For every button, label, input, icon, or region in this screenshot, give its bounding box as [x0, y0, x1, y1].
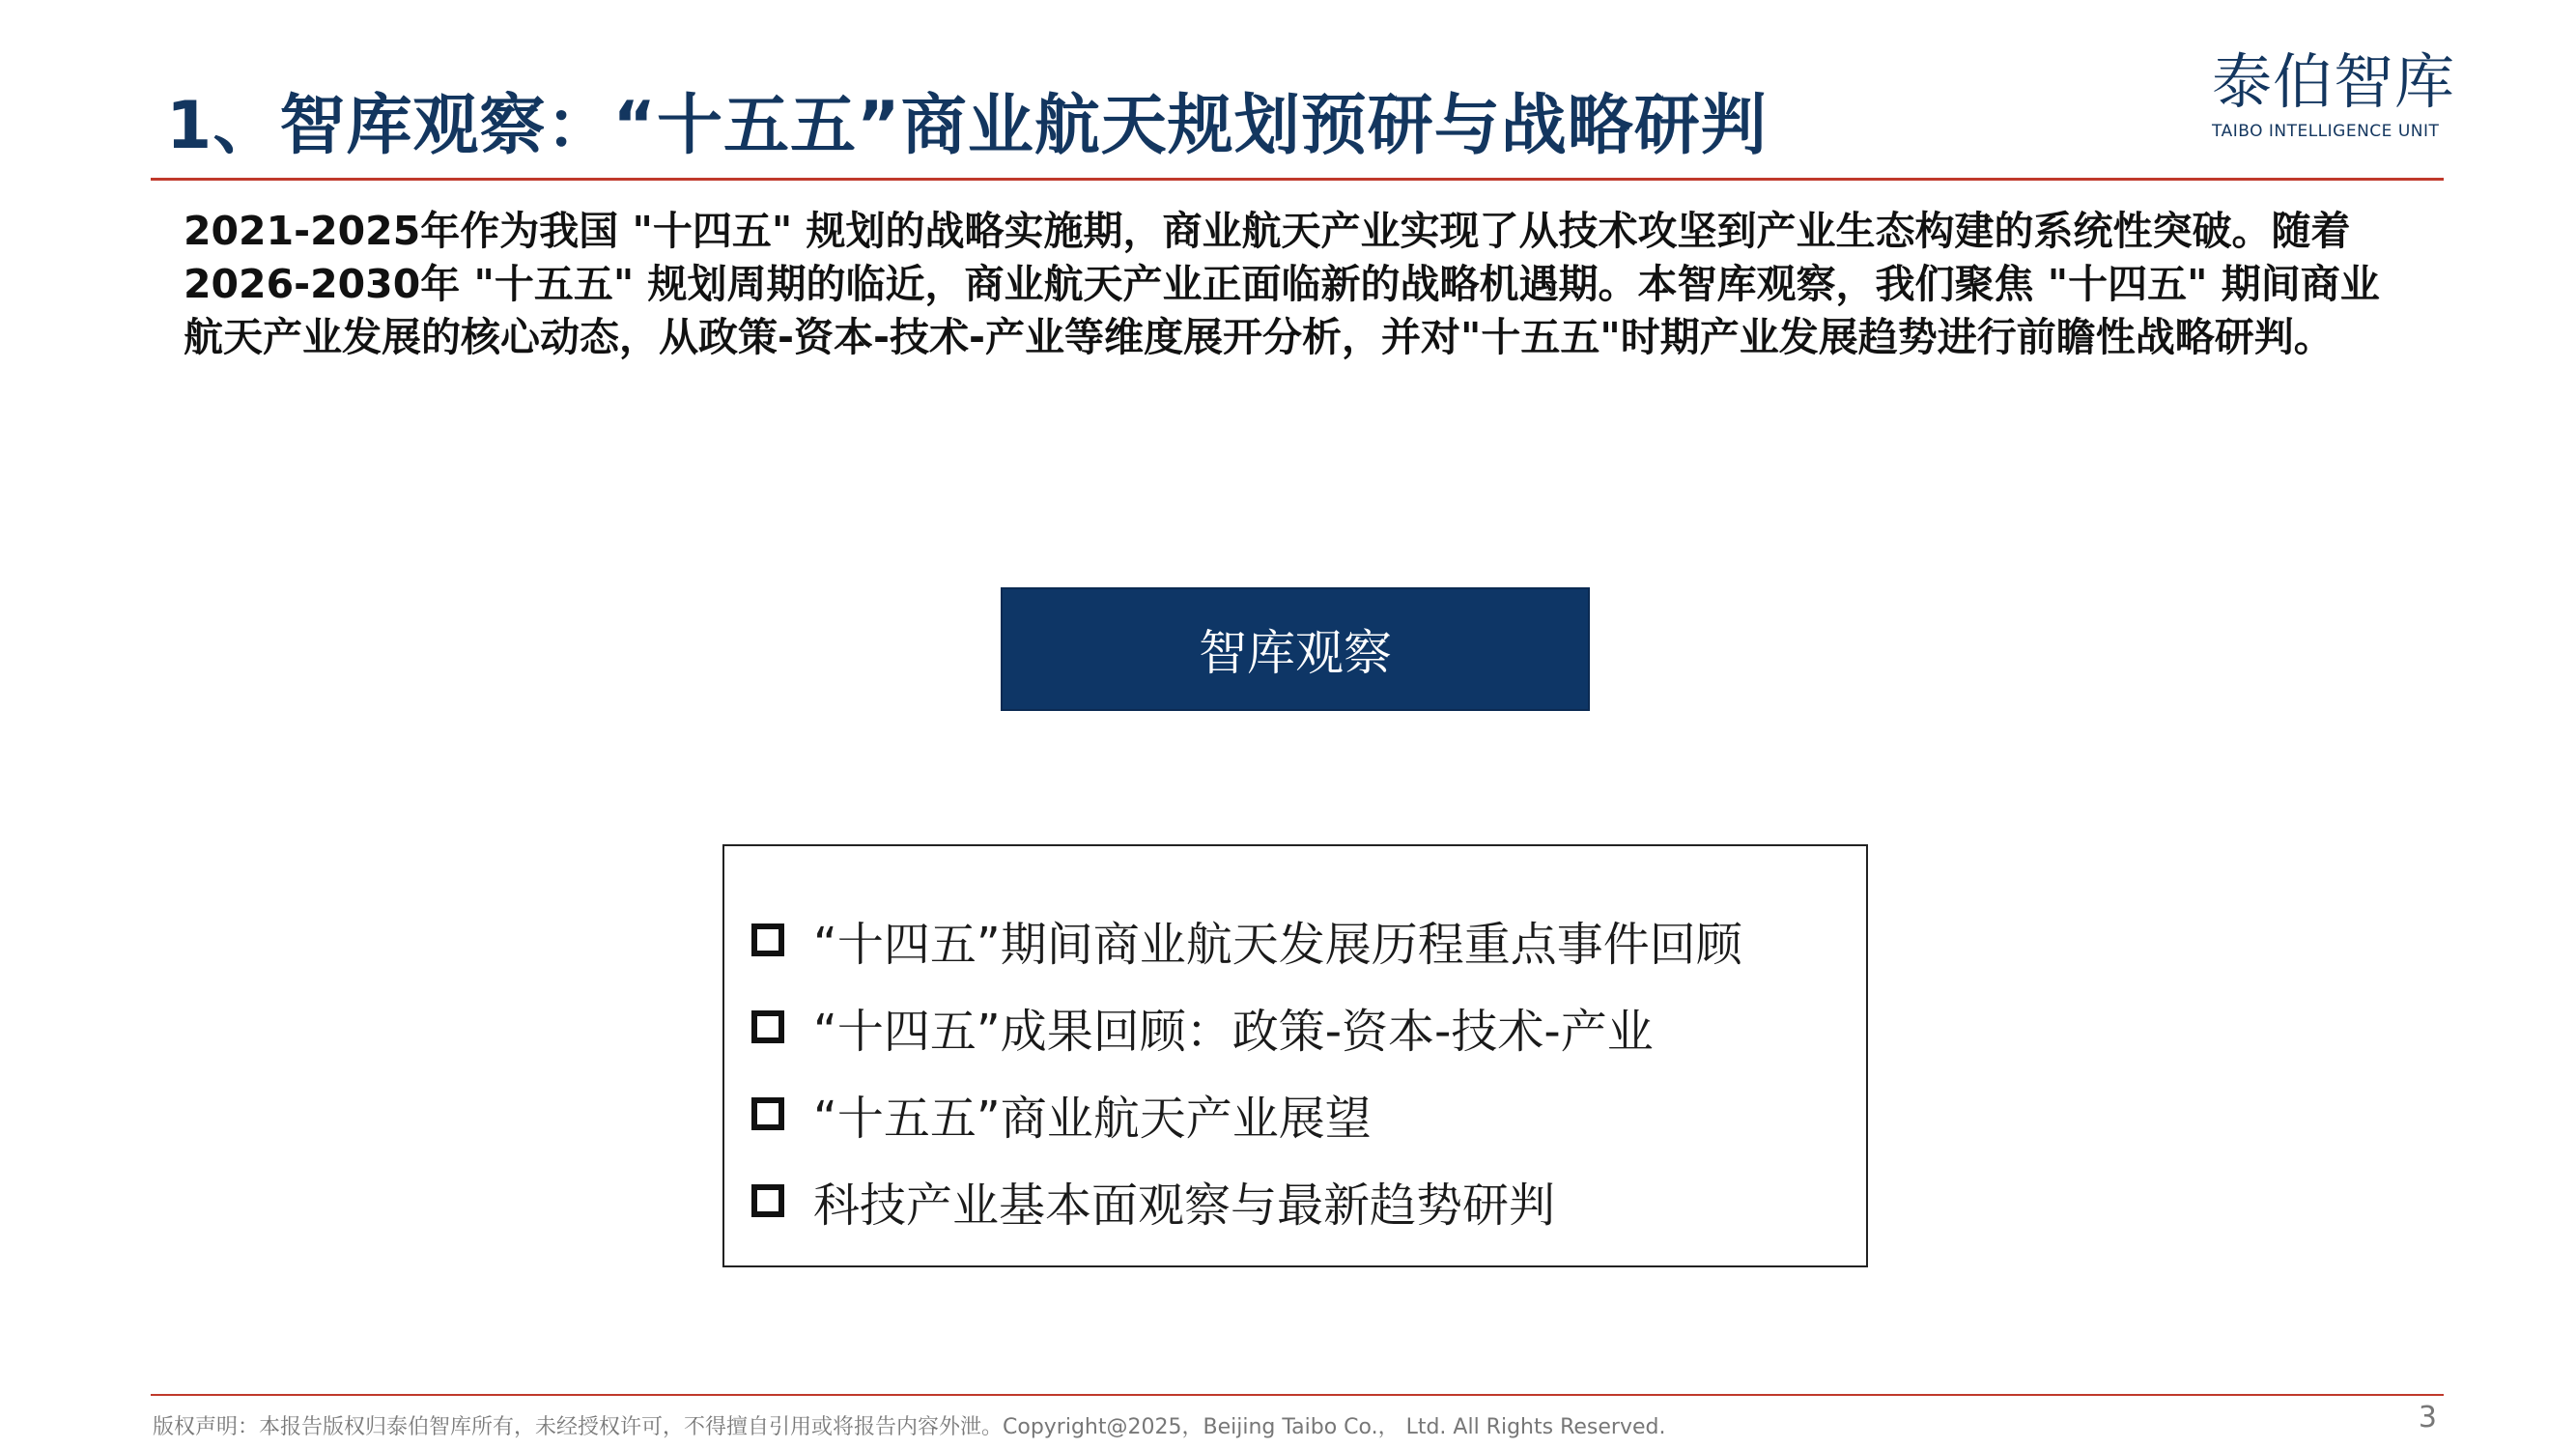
square-bullet-icon: [751, 1184, 784, 1217]
list-item-text: “十五五”商业航天产业展望: [813, 1091, 1372, 1146]
list-item-text: “十四五”成果回顾：政策-资本-技术-产业: [813, 1004, 1654, 1059]
logo-chinese-name: 泰伯智库: [2212, 46, 2456, 117]
square-bullet-icon: [751, 923, 784, 956]
page-title: 1、智库观察：“十五五”商业航天规划预研与战略研判: [166, 88, 1768, 164]
list-item: [724, 1070, 1866, 1157]
list-item-text: “十四五”期间商业航天发展历程重点事件回顾: [813, 917, 1742, 972]
copyright-notice: 版权声明：本报告版权归泰伯智库所有，未经授权许可，不得擅自引用或将报告内容外泄。Copyright@2025，Beijing Taibo Co.， Ltd. All Rights Reserved.: [153, 1415, 1666, 1439]
list-item: [724, 983, 1866, 1070]
page-number: 3: [2418, 1401, 2437, 1435]
square-bullet-icon: [751, 1097, 784, 1130]
list-item-text: 科技产业基本面观察与最新趋势研判: [813, 1178, 1556, 1233]
observation-label: 智库观察: [1199, 625, 1392, 681]
topics-list: [722, 844, 1868, 1267]
list-item: [724, 1157, 1866, 1244]
square-bullet-icon: [751, 1010, 784, 1043]
list-item: [724, 896, 1866, 983]
footer-divider: [151, 1394, 2444, 1396]
taibo-logo: [2212, 46, 2456, 141]
think-tank-observation-box: [1001, 587, 1590, 711]
title-divider: [151, 178, 2444, 181]
intro-paragraph: 2021-2025年作为我国 "十四五" 规划的战略实施期，商业航天产业实现了从技术攻坚到产业生态构建的系统性突破。随着2026-2030年 "十五五" 规划周期的临近，商业航天产业正面临新的战略机遇期。本智库观察，我们聚焦 "十四五" 期间商业航天产业发展的核心动态，从政策-资本-技术-产业等维度展开分析，并对"十五五"时期产业发展趋势进行前瞻性战略研判。: [184, 208, 2380, 360]
logo-english-name: TAIBO INTELLIGENCE UNIT: [2212, 122, 2440, 141]
